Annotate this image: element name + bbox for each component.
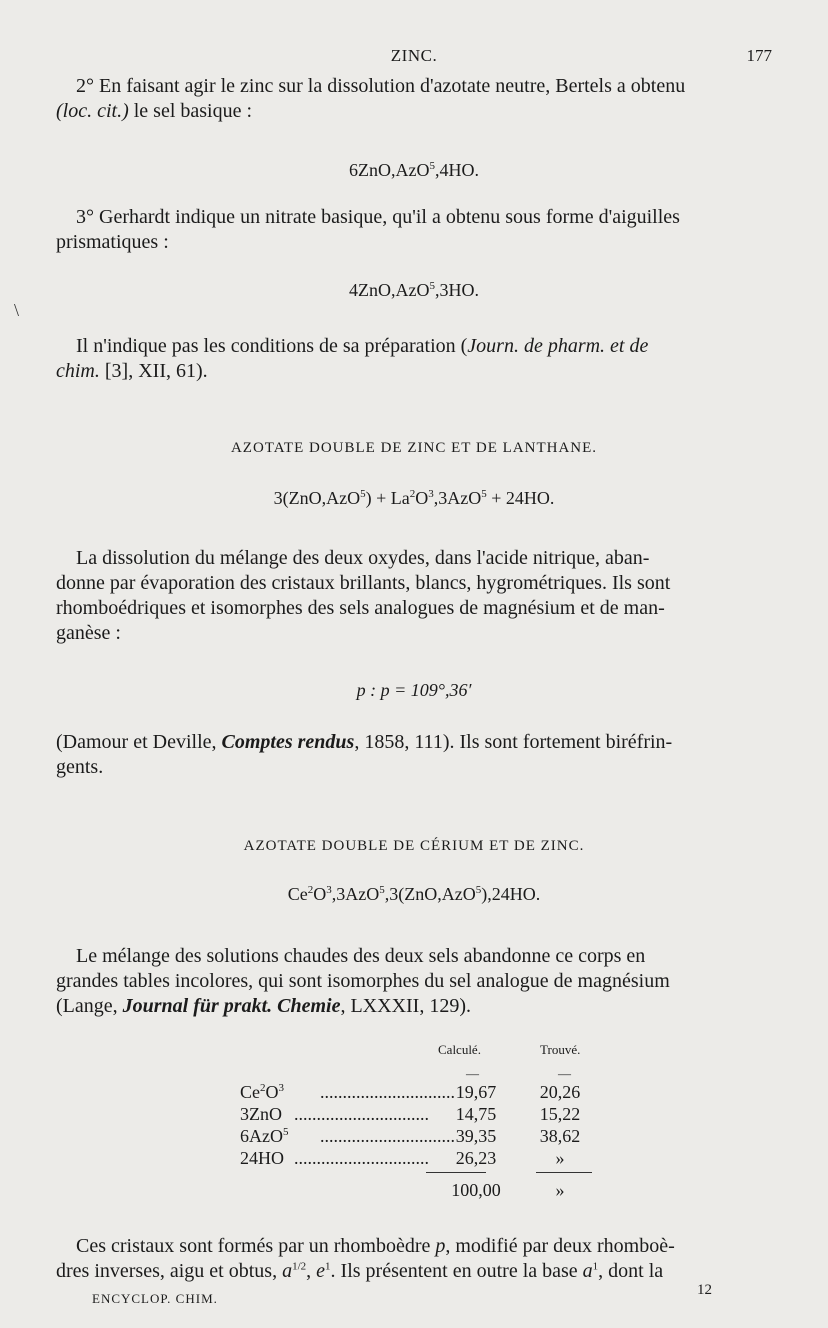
- page-number: 177: [746, 46, 772, 65]
- formula-sup: 5: [481, 488, 487, 500]
- table-row: [240, 1148, 600, 1170]
- formula-sup: 3: [326, 884, 332, 896]
- paragraph-line: le sel basique :: [128, 100, 253, 122]
- formula-part: ,3AzO: [433, 488, 482, 508]
- symbol-sup: 1/2: [292, 1260, 307, 1273]
- margin-mark: \: [14, 300, 20, 320]
- total-calcule: 100,00: [451, 1180, 501, 1200]
- paragraph-text: , modifié par deux rhomboè-: [445, 1235, 675, 1257]
- paragraph-line: La dissolution du mélange des deux oxydes, dans l'acide nitrique, aban-: [76, 547, 650, 569]
- column-dash: —: [466, 1066, 479, 1081]
- formula-basic-salt: [0, 160, 828, 181]
- footer-signature: ENCYCLOP. CHIM.: [92, 1291, 218, 1306]
- formula-part: + 24HO.: [486, 488, 555, 508]
- paragraph-melange: [56, 944, 780, 1019]
- citation: (loc. cit.): [56, 100, 129, 122]
- formula-sup: 5: [429, 160, 435, 172]
- row-label: 6AzO$^5$: [240, 1126, 289, 1146]
- formula-part: ) + La: [365, 488, 410, 508]
- formula-part: ,3AzO: [331, 884, 380, 904]
- value-calcule: 26,23: [455, 1148, 497, 1168]
- formula-cerium: [0, 884, 828, 905]
- paragraph-text: dres inverses, aigu et obtus,: [56, 1260, 283, 1282]
- paragraph-text: (Lange,: [56, 995, 123, 1017]
- leader-dots: ..............................: [320, 1126, 455, 1146]
- formula-sup: 5: [360, 488, 366, 500]
- formula-part: 6ZnO,AzO: [349, 160, 430, 180]
- paragraph-cristaux: [56, 1234, 780, 1284]
- value-trouve: 15,22: [539, 1104, 581, 1124]
- footer-sheet-number: 12: [697, 1282, 712, 1298]
- leader-dots: ..............................: [294, 1104, 429, 1124]
- running-header-title: ZINC.: [390, 46, 438, 65]
- paragraph-text: , LXXXII, 129).: [340, 995, 471, 1017]
- formula-sup: 5: [475, 884, 482, 896]
- paragraph-text: , 1858, 111). Ils sont fortement biréfrin-: [354, 731, 673, 753]
- value-calcule: 14,75: [455, 1104, 497, 1124]
- formula-part: 4ZnO,AzO: [349, 280, 430, 300]
- column-dash: —: [558, 1066, 571, 1081]
- symbol-sup: 1: [592, 1260, 599, 1273]
- sum-rule: [426, 1172, 486, 1173]
- symbol: p: [435, 1235, 446, 1257]
- total-trouve: »: [555, 1180, 565, 1200]
- row-label: 24HO: [240, 1148, 284, 1168]
- paragraph-text: . Ils présentent en outre la base: [330, 1260, 583, 1282]
- sum-rule: [536, 1172, 592, 1173]
- row-label: $Ce^2O^3$: [240, 1082, 284, 1102]
- paragraph-dissolution: [56, 546, 780, 646]
- paragraph-gerhardt: [56, 205, 780, 255]
- formula-part: O: [415, 488, 429, 508]
- paragraph-text: ,: [306, 1260, 317, 1282]
- formula-part: Ce: [287, 884, 308, 904]
- paragraph-line: 3° Gerhardt indique un nitrate basique, qu'il a obtenu sous forme d'aiguilles: [76, 206, 680, 228]
- citation: Comptes rendus: [221, 731, 355, 753]
- formula-angle: p : p = 109°,36′: [356, 680, 472, 700]
- value-calcule: 39,35: [455, 1126, 497, 1146]
- leader-dots: ..............................: [320, 1082, 455, 1102]
- formula-sup: 5: [379, 884, 385, 896]
- row-label: 3ZnO: [240, 1104, 282, 1124]
- paragraph-damour: [56, 730, 780, 780]
- formula-sup: 5: [429, 280, 435, 292]
- section-title-cerium: AZOTATE DOUBLE DE CÉRIUM ET DE ZINC.: [243, 838, 585, 854]
- column-header-trouve: Trouvé.: [540, 1042, 581, 1057]
- formula-part: ,4HO.: [434, 160, 479, 180]
- paragraph-line: prismatiques :: [56, 231, 169, 253]
- value-trouve: 20,26: [539, 1082, 581, 1102]
- table-row: [240, 1082, 600, 1104]
- table-row: [240, 1104, 600, 1126]
- paragraph-text: , dont la: [598, 1260, 664, 1282]
- paragraph-line: 2° En faisant agir le zinc sur la dissolution d'azotate neutre, Bertels a obtenu: [76, 75, 686, 97]
- value-trouve: »: [555, 1148, 565, 1168]
- paragraph-text: (Damour et Deville,: [56, 731, 222, 753]
- formula-sup: 2: [307, 884, 314, 896]
- value-trouve: 38,62: [539, 1126, 581, 1146]
- formula-nitrate: [0, 280, 828, 301]
- symbol: a: [582, 1260, 593, 1282]
- table-total-row: [240, 1180, 600, 1202]
- formula-lanthane: [0, 488, 828, 509]
- section-title-lanthane: AZOTATE DOUBLE DE ZINC ET DE LANTHANE.: [230, 440, 598, 456]
- paragraph-line: gents.: [56, 756, 104, 778]
- formula-part: ),24HO.: [481, 884, 541, 904]
- formula-part: ,3HO.: [434, 280, 479, 300]
- paragraph-text: Il n'indique pas les conditions de sa préparation (: [76, 335, 468, 357]
- symbol: a: [282, 1260, 293, 1282]
- formula-part: ,3(ZnO,AzO: [384, 884, 476, 904]
- paragraph-conditions: [56, 334, 780, 384]
- formula-part: 3(ZnO,AzO: [273, 488, 361, 508]
- table-row: [240, 1126, 600, 1148]
- symbol: e: [316, 1260, 326, 1282]
- value-calcule: 19,67: [455, 1082, 497, 1102]
- paragraph-text: Ces cristaux sont formés par un rhomboèdre: [76, 1235, 436, 1257]
- paragraph-line: grandes tables incolores, qui sont isomorphes du sel analogue de magnésium: [56, 970, 670, 992]
- formula-part: O: [313, 884, 327, 904]
- paragraph-line: ganèse :: [56, 622, 121, 644]
- paragraph-bertels: [56, 74, 780, 124]
- symbol-sup: 1: [325, 1260, 331, 1273]
- citation: Journal für prakt. Chemie: [122, 995, 341, 1017]
- leader-dots: ..............................: [294, 1148, 429, 1168]
- citation: Journ. de pharm. et de: [467, 335, 649, 357]
- paragraph-line: donne par évaporation des cristaux brillants, blancs, hygrométriques. Ils sont: [56, 572, 671, 594]
- formula-sup: 2: [409, 488, 416, 500]
- paragraph-line: rhomboédriques et isomorphes des sels analogues de magnésium et de man-: [56, 597, 665, 619]
- paragraph-line: Le mélange des solutions chaudes des deux sels abandonne ce corps en: [76, 945, 646, 967]
- paragraph-text: [3], XII, 61).: [99, 360, 208, 382]
- column-header-calcule: Calculé.: [438, 1042, 481, 1057]
- formula-sup: 3: [428, 488, 434, 500]
- citation: chim.: [56, 360, 100, 382]
